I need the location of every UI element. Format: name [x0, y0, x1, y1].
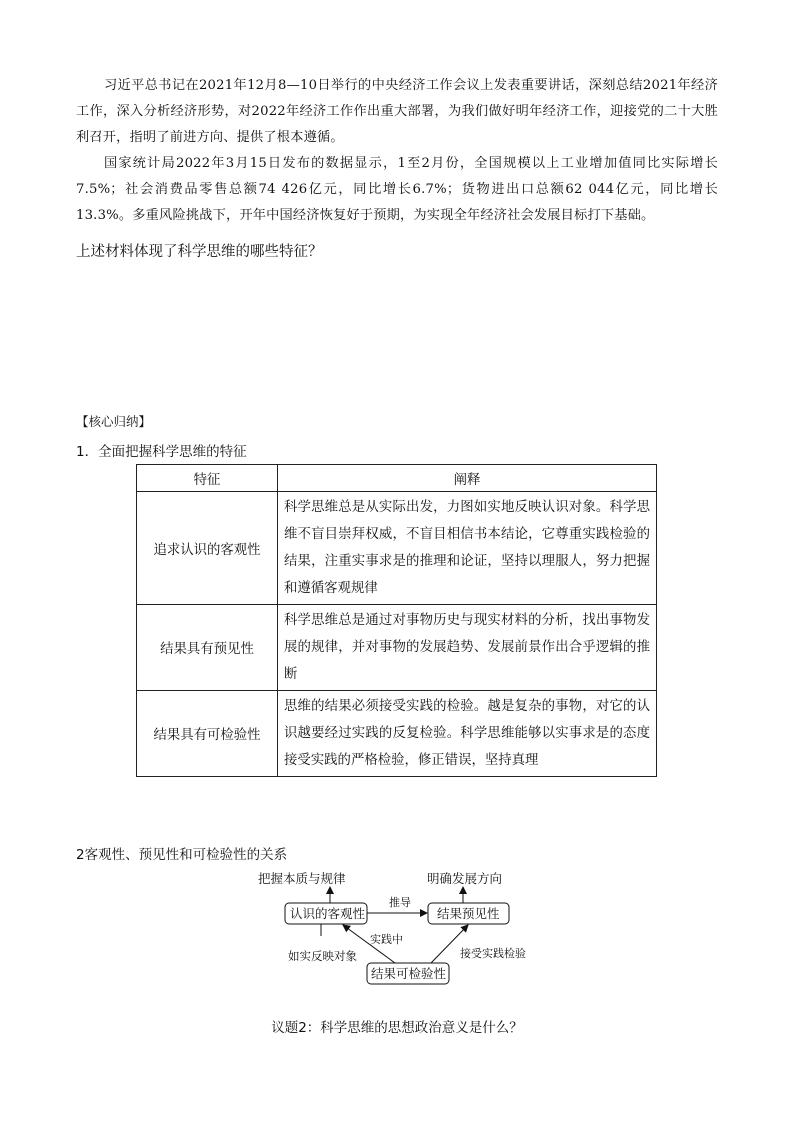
- table-row: [137, 691, 657, 777]
- label-accept-verification: 接受实践检验: [460, 947, 526, 960]
- explanation-cell: 科学思维总是从实际出发，力图如实地反映认识对象。科学思维不盲目崇拜权威，不盲目相信书本结论，它尊重实践检验的结果，注重实事求是的推理和论证，坚持以理服人，努力把握和遵循客观规律: [278, 492, 657, 605]
- section-2-title: 2客观性、预见性和可检验性的关系: [76, 847, 288, 863]
- box-verifiability-label: 结果可检验性: [371, 966, 447, 981]
- label-derive: 推导: [389, 896, 411, 909]
- label-clear-direction: 明确发展方向: [427, 871, 503, 886]
- feature-cell: 结果具有预见性: [137, 605, 278, 691]
- label-reflect-object: 如实反映对象: [288, 949, 357, 963]
- feature-cell: 结果具有可检验性: [137, 691, 278, 777]
- feature-cell: 追求认识的客观性: [137, 492, 278, 605]
- features-table: [136, 464, 657, 777]
- material-paragraph-1: 习近平总书记在2021年12月8—10日举行的中央经济工作会议上发表重要讲话，深刻总结2021年经济工作，深入分析经济形势，对2022年经济工作作出重大部署，为我们做好明年经济工作，迎接党的二十大胜利召开，指明了前进方向、提供了根本遵循。: [76, 78, 718, 145]
- box-predictability-label: 结果预见性: [437, 906, 500, 921]
- table-row: [137, 492, 657, 605]
- explanation-cell: 思维的结果必须接受实践的检验。越是复杂的事物，对它的认识越要经过实践的反复检验。科学思维能够以实事求是的态度接受实践的严格检验，修正错误，坚持真理: [278, 691, 657, 777]
- core-summary-label: 【核心归纳】: [76, 414, 152, 429]
- header-explanation: 阐释: [278, 465, 657, 492]
- table-row: [137, 605, 657, 691]
- box-objectivity-label: 认识的客观性: [290, 906, 366, 921]
- explanation-cell: 科学思维总是通过对事物历史与现实材料的分析，找出事物发展的规律，并对事物的发展趋势、发展前景作出合乎逻辑的推断: [278, 605, 657, 691]
- question: 上述材料体现了科学思维的哪些特征？: [76, 244, 323, 260]
- table-header-row: [137, 465, 657, 492]
- section-1-title: 1．全面把握科学思维的特征: [76, 444, 247, 460]
- material-paragraph-2: 国家统计局2022年3月15日发布的数据显示，1至2月份，全国规模以上工业增加值同比实际增长7.5%；社会消费品零售总额74 426亿元，同比增长6.7%；货物进出口总额62 044亿元，同比增长13.3%。多重风险挑战下，开年中国经济恢复好于预期，为实现全年经济社会发展目标打下基础。: [76, 156, 718, 223]
- label-in-practice: 实践中: [370, 933, 403, 946]
- header-feature: 特征: [137, 465, 278, 492]
- relationship-diagram: [255, 866, 545, 996]
- topic-2-heading: 议题2：科学思维的思想政治意义是什么？: [271, 1020, 523, 1036]
- label-grasp-essence: 把握本质与规律: [258, 871, 346, 886]
